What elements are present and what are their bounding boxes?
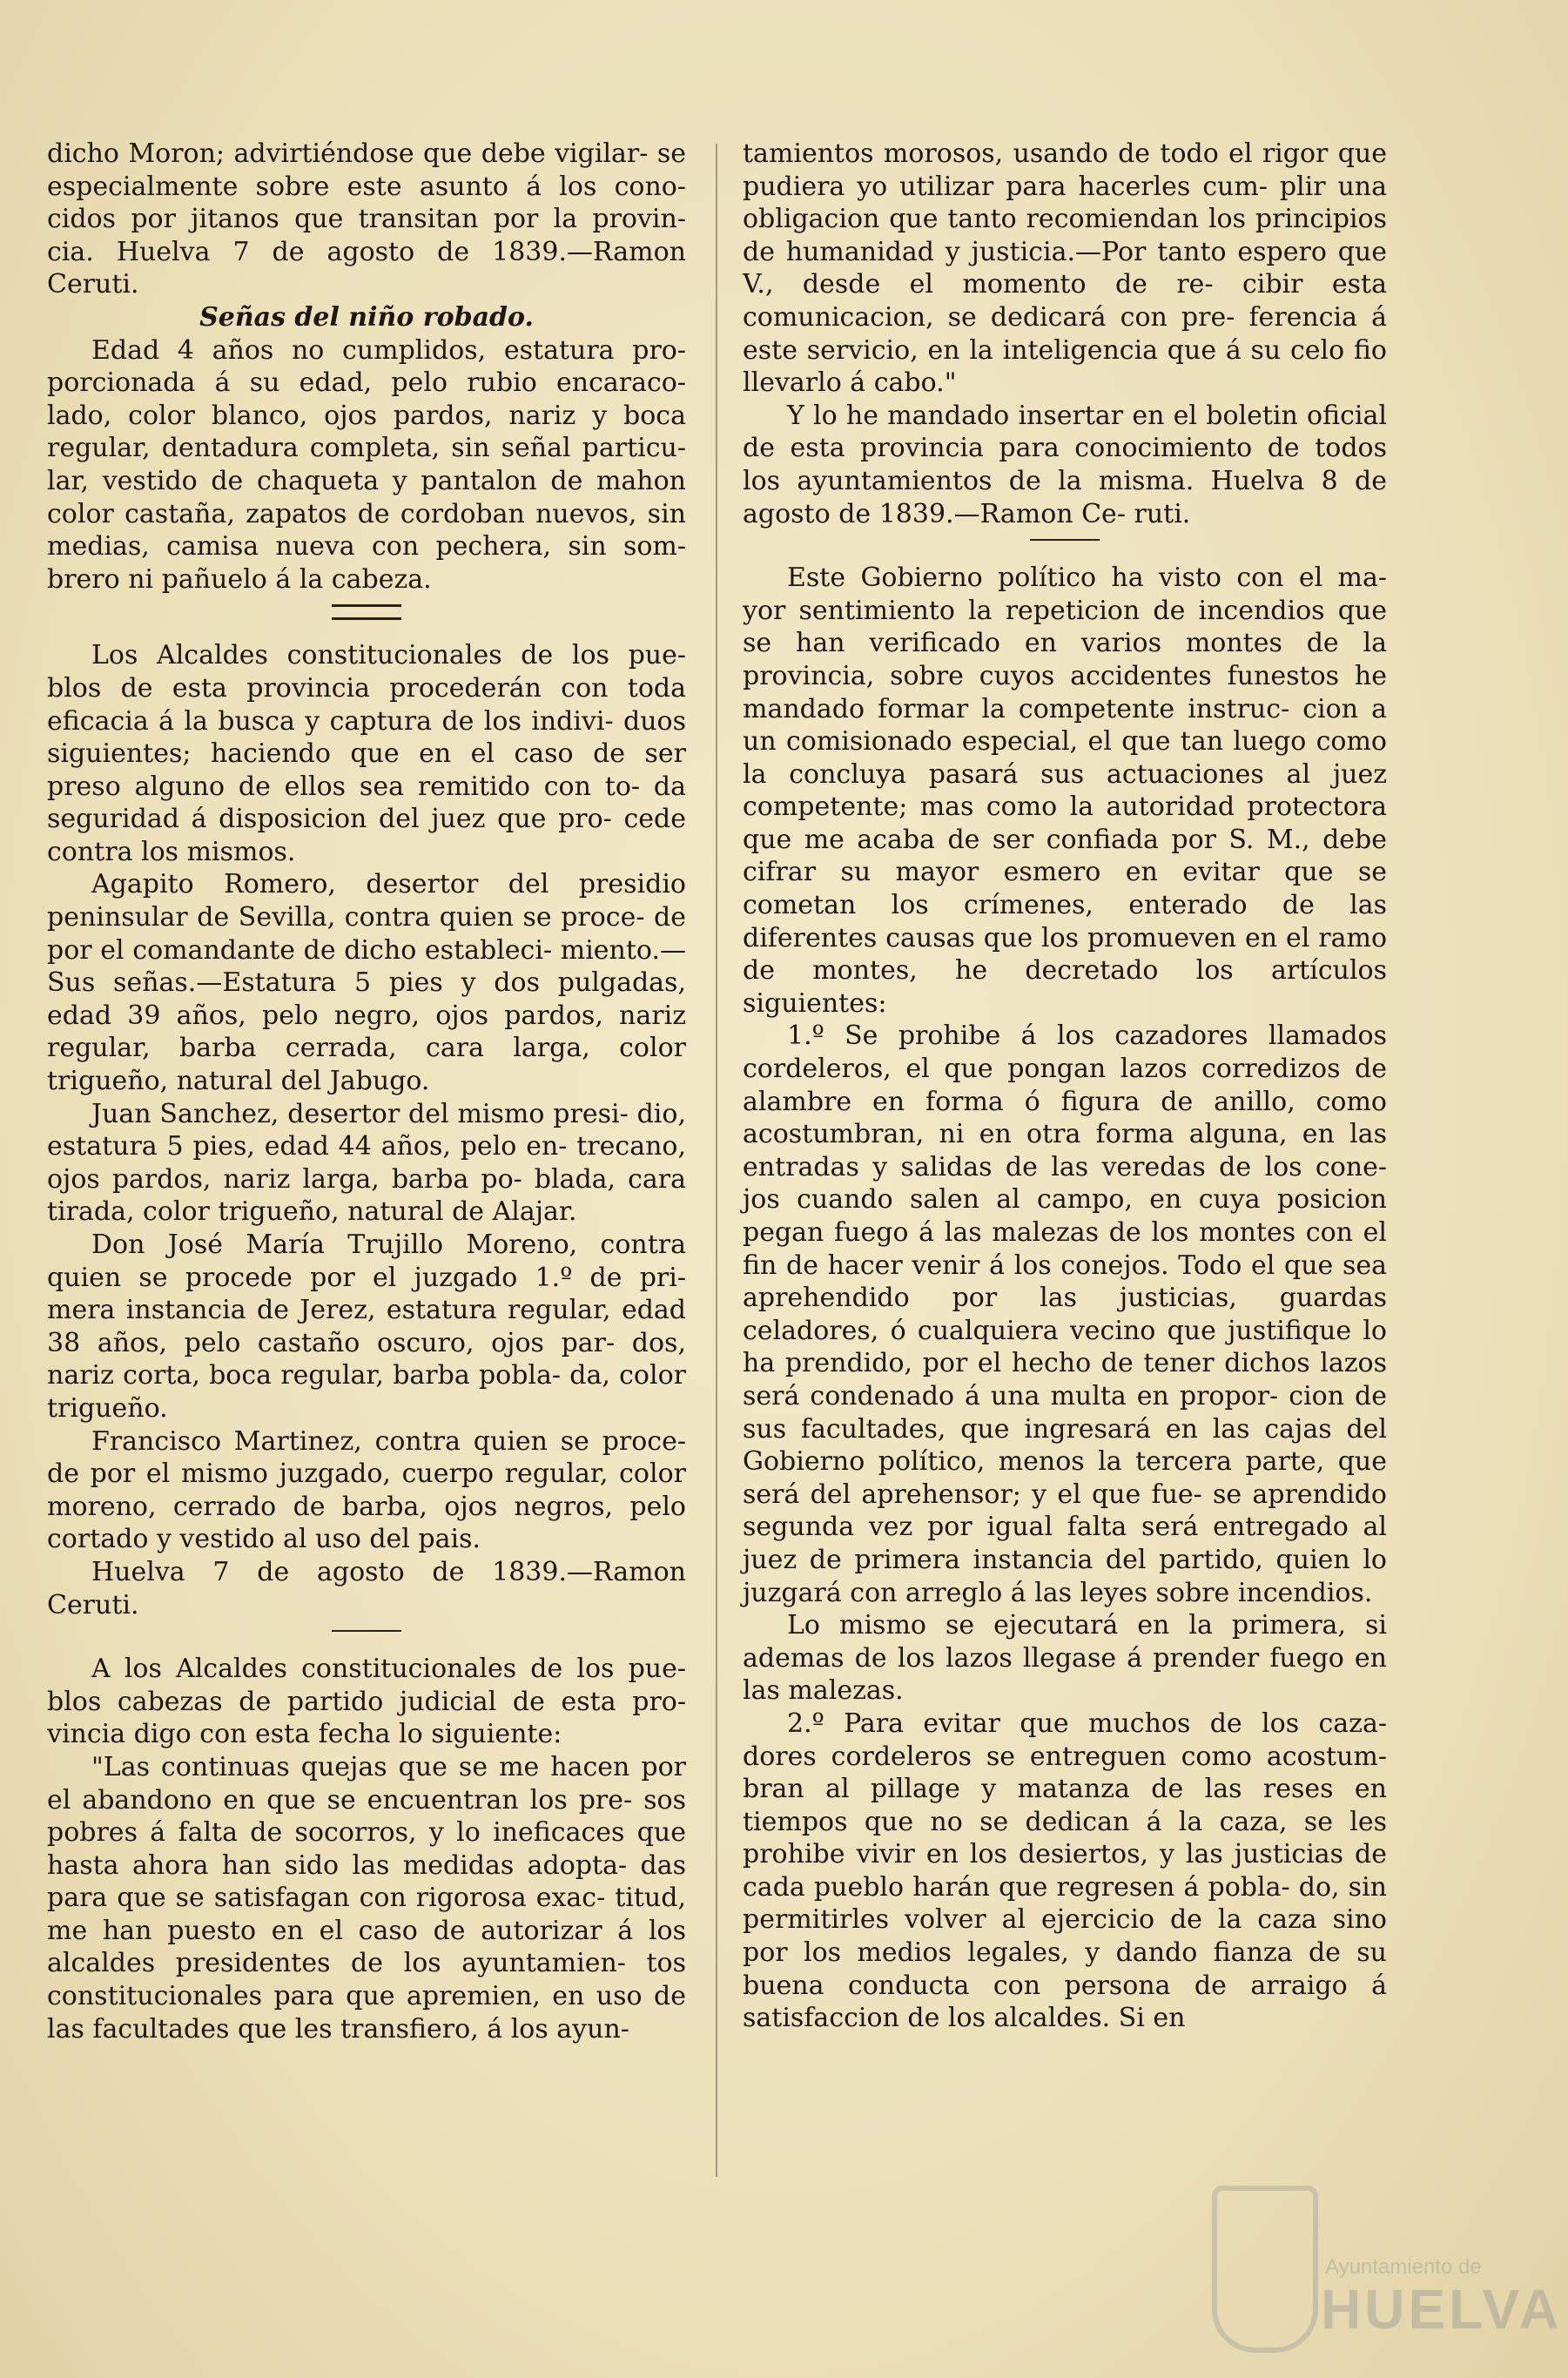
paragraph: Don José María Trujillo Moreno, contra quien se procede por el juzgado 1.º de pri- mera instancia de Jerez, estatura regular, edad 38 años, pelo castaño oscuro, ojos par- dos, nariz corta, boca regular, barba pobla- da, color trigueño. [47, 1229, 686, 1424]
watermark-small-text: Ayuntamiento de [1325, 2255, 1482, 2279]
paragraph: dicho Moron; advirtiéndose que debe vigilar- se especialmente sobre este asunto á los cono- cidos por jitanos que transitan por la provin- cia. Huelva 7 de agosto de 1839.—Ramon Ceruti. [47, 138, 686, 300]
shield-icon [1212, 2186, 1318, 2353]
paragraph: 2.º Para evitar que muchos de los caza- dores cordeleros se entreguen como acostum- bran al pillage y matanza de las reses en tiempos que no se dedican á la caza, se les prohibe vivir en los desiertos, y las justicias de cada pueblo harán que regresen á pobla- do, sin permitirles volver al ejercicio de la caza sino por los medios legales, y dando fianza de su buena conducta con persona de arraigo á satisfaccion de los alcaldes. Si en [743, 1708, 1387, 2034]
left-column [47, 138, 686, 2045]
watermark-big-text: HUELVA [1321, 2278, 1563, 2341]
paragraph: Y lo he mandado insertar en el boletin oficial de esta provincia para conocimiento de todos los ayuntamientos de la misma. Huelva 8 de agosto de 1839.—Ramon Ce- ruti. [743, 400, 1387, 529]
paragraph: 1.º Se prohibe á los cazadores llamados cordeleros, el que pongan lazos corredizos de alambre en forma ó figura de anillo, como acostumbran, ni en otra forma alguna, en las entradas y salidas de las veredas de los cone- jos cuando salen al campo, en cuya posicion pegan fuego á las malezas de los montes con el fin de hacer venir á los conejos. Todo el que sea aprehendido por las justicias, guardas celadores, ó cualquiera vecino que justifique lo ha prendido, por el hecho de tener dichos lazos será condenado á una multa en propor- cion de sus facultades, que ingresará en las cajas del Gobierno político, menos la tercera parte, que será del aprehensor; y el que fue- se aprendido segunda vez por igual falta será entregado al juez de primera instancia del partido, quien lo juzgará con arreglo á las leyes sobre incendios. [743, 1021, 1387, 1608]
paragraph: tamientos morosos, usando de todo el rigor que pudiera yo utilizar para hacerles cum- plir una obligacion que tanto recomiendan los principios de humanidad y justicia.—Por tanto espero que V., desde el momento de re- cibir esta comunicacion, se dedicará con pre- ferencia á este servicio, en la inteligencia que á su celo fio llevarlo á cabo." [743, 138, 1387, 399]
separator [332, 604, 401, 620]
paragraph: A los Alcaldes constitucionales de los pue- blos cabezas de partido judicial de esta pro- vincia digo con esta fecha lo siguiente: [47, 1654, 686, 1750]
separator [1030, 539, 1100, 541]
paragraph: Juan Sanchez, desertor del mismo presi- dio, estatura 5 pies, edad 44 años, pelo en- trecano, ojos pardos, nariz larga, barba po- blada, cara tirada, color trigueño, natural de Alajar. [47, 1098, 686, 1228]
paragraph: Agapito Romero, desertor del presidio peninsular de Sevilla, contra quien se proce- de por el comandante de dicho estableci- miento.—Sus señas.—Estatura 5 pies y dos pulgadas, edad 39 años, pelo negro, ojos pardos, nariz regular, barba cerrada, cara larga, color trigueño, natural del Jabugo. [47, 869, 686, 1097]
column-divider [716, 144, 717, 2177]
right-column [743, 138, 1387, 2035]
paragraph: Edad 4 años no cumplidos, estatura pro- porcionada á su edad, pelo rubio encaraco- lado, color blanco, ojos pardos, nariz y boca regular, dentadura completa, sin señal particu- lar, vestido de chaqueta y pantalon de mahon color castaña, zapatos de cordoban nuevos, sin medias, camisa nueva con pechera, sin som- brero ni pañuelo á la cabeza. [47, 334, 686, 595]
paragraph: Este Gobierno político ha visto con el ma- yor sentimiento la repeticion de incendios que se han verificado en varios montes de la provincia, sobre cuyos accidentes funestos he mandado formar la competente instruc- cion a un comisionado especial, el que tan luego como la concluya pasará sus actuaciones al juez competente; mas como la autoridad protectora que me acaba de ser confiada por S. M., debe cifrar su mayor esmero en evitar que se cometan los crímenes, enterado de las diferentes causas que los promueven en el ramo de montes, he decretado los artículos siguientes: [743, 563, 1387, 1019]
signature-line: Huelva 7 de agosto de 1839.—Ramon Ceruti. [47, 1556, 686, 1620]
paragraph: "Las continuas quejas que se me hacen por el abandono en que se encuentran los pre- sos pobres á falta de socorros, y lo ineficaces que hasta ahora han sido las medidas adopta- das para que se satisfagan con rigorosa exac- titud, me han puesto en el caso de autorizar á los alcaldes presidentes de los ayuntamien- tos constitucionales para que apremien, en uso de las facultades que les transfiero, á los ayun- [47, 1751, 686, 2045]
huelva-watermark [1212, 2177, 1563, 2360]
paragraph: Lo mismo se ejecutará en la primera, si ademas de los lazos llegase á prender fuego en las malezas. [743, 1610, 1387, 1707]
separator [332, 1630, 401, 1632]
paragraph: Los Alcaldes constitucionales de los pue- blos de esta provincia procederán con toda eficacia á la busca y captura de los indivi- duos siguientes; haciendo que en el caso de ser preso alguno de ellos sea remitido con to- da seguridad á disposicion del juez que pro- cede contra los mismos. [47, 640, 686, 867]
section-heading: Señas del niño robado. [199, 301, 534, 333]
paragraph: Francisco Martinez, contra quien se proce- de por el mismo juzgado, cuerpo regular, color moreno, cerrado de barba, ojos negros, pelo cortado y vestido al uso del pais. [47, 1425, 686, 1555]
